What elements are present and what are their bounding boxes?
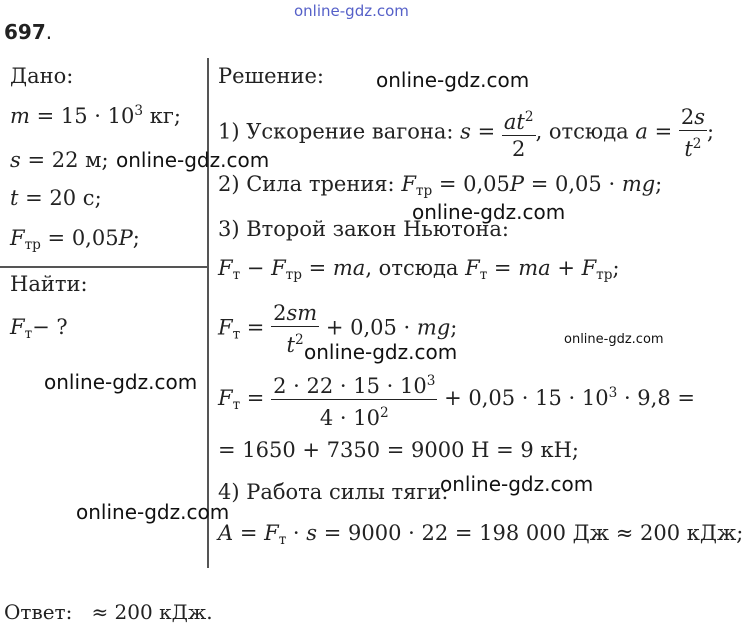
line-6-tail: + 0,05 · 15 · 10 bbox=[444, 386, 609, 410]
solution-title: Решение: bbox=[218, 64, 325, 88]
line-6-den: 4 · 10 bbox=[319, 406, 380, 430]
given-mass: $m = 15 \cdot 10^3$ кг; bbox=[10, 103, 181, 128]
watermark: online-gdz.com bbox=[44, 370, 198, 394]
find-item-text: − ? bbox=[32, 315, 68, 339]
step-1-mid: , отсюда bbox=[535, 119, 629, 144]
given-time-value: 20 с; bbox=[49, 186, 102, 210]
step-1-label: 1) Ускорение вагона: bbox=[218, 119, 454, 144]
problem-number-dot: . bbox=[45, 20, 53, 44]
line-9-eq: = 9000 · 22 = 198 000 Дж ≈ 200 кДж; bbox=[323, 521, 743, 545]
given-friction: $F_{тр} = 0,05P$; bbox=[10, 226, 140, 253]
solution-line-6: $F_т$ = $\frac{2 \cdot 22 \cdot 15 \cdot 10^3}{4 \cdot 10^2}$ + $0,05 \cdot 15 \cdot 10^3 \cdot 9,8$ = bbox=[218, 368, 695, 431]
line-6-tail2: · 9,8 = bbox=[617, 386, 695, 410]
given-distance: s = 22 м; bbox=[10, 148, 109, 172]
line-6-num: 2 · 22 · 15 · 10 bbox=[273, 374, 427, 398]
answer bbox=[4, 600, 213, 624]
fraction-at2-over-2: $\frac{at^2}{2}$ bbox=[502, 104, 536, 162]
watermark: online-gdz.com bbox=[304, 340, 458, 364]
solution-line-9: $A = F_т \cdot s = 9000 \cdot 22 = 198$ 000 Дж ≈ 200 кДж; bbox=[218, 521, 743, 548]
solution-step-2: 2) Сила трения: $F_{тр} = 0,05P = 0,05$ · mg; bbox=[218, 172, 663, 199]
fraction-2sm-over-t2: $\frac{2sm}{t^2}$ bbox=[273, 301, 318, 357]
find-title: Найти: bbox=[10, 272, 88, 296]
given-mass-exp: 3 bbox=[134, 103, 144, 119]
line-6-num-exp: 3 bbox=[426, 373, 436, 389]
step-2-eq: = 0,05 bbox=[438, 172, 510, 196]
line-5-tail: + 0,05 · bbox=[325, 315, 411, 340]
line-6-den-exp: 2 bbox=[379, 405, 389, 421]
step-2-label: 2) Сила трения: bbox=[218, 172, 395, 196]
solution-line-4: $F_т - F_{тр}$ = ma, отсюда $F_т$ = ma + $F_{тр}$; bbox=[218, 256, 620, 283]
given-divider bbox=[0, 266, 208, 268]
given-distance-value: 22 м; bbox=[51, 148, 109, 172]
line-6-tail-exp: 3 bbox=[608, 385, 618, 401]
given-time: t = 20 с; bbox=[10, 186, 102, 210]
fraction-numeric bbox=[271, 368, 437, 431]
solution-step-1: 1) Ускорение вагона: s = $\frac{at^2}{2}$ , отсюда a = $\frac{2s}{t^2}$ ; bbox=[218, 105, 715, 161]
solution-step-4: 4) Работа силы тяги: bbox=[218, 480, 449, 504]
watermark: online-gdz.com bbox=[412, 200, 566, 224]
step-2-eq2: = 0,05 · bbox=[530, 172, 616, 196]
watermark: online-gdz.com bbox=[76, 500, 230, 524]
watermark: online-gdz.com bbox=[440, 472, 594, 496]
watermark: online-gdz.com bbox=[116, 148, 270, 172]
step-3-mid: , отсюда bbox=[365, 256, 459, 280]
answer-value: ≈ 200 кДж. bbox=[91, 600, 213, 624]
watermark: online-gdz.com bbox=[564, 332, 664, 347]
watermark-top: online-gdz.com bbox=[294, 2, 409, 20]
solution-line-5: $F_т$ = $\frac{2sm}{t^2}$ + 0,05 · mg; bbox=[218, 301, 458, 357]
column-divider bbox=[207, 58, 209, 568]
given-mass-unit: кг; bbox=[143, 104, 181, 128]
problem-number bbox=[4, 20, 52, 44]
watermark: online-gdz.com bbox=[376, 68, 530, 92]
problem-number-value: 697 bbox=[4, 20, 46, 44]
given-friction-value: 0,05 bbox=[71, 226, 119, 250]
fraction-2s-over-t2: $\frac{2s}{t^2}$ bbox=[680, 105, 705, 161]
find-item: $F_т-$ ? bbox=[10, 315, 68, 342]
solution-step-3: 3) Второй закон Ньютона: bbox=[218, 217, 509, 241]
given-mass-value: 15 · 10 bbox=[60, 104, 135, 128]
answer-label: Ответ: bbox=[4, 600, 73, 624]
solution-line-7: = 1650 + 7350 = 9000 Н = 9 кН; bbox=[218, 438, 579, 462]
given-title: Дано: bbox=[10, 64, 74, 88]
